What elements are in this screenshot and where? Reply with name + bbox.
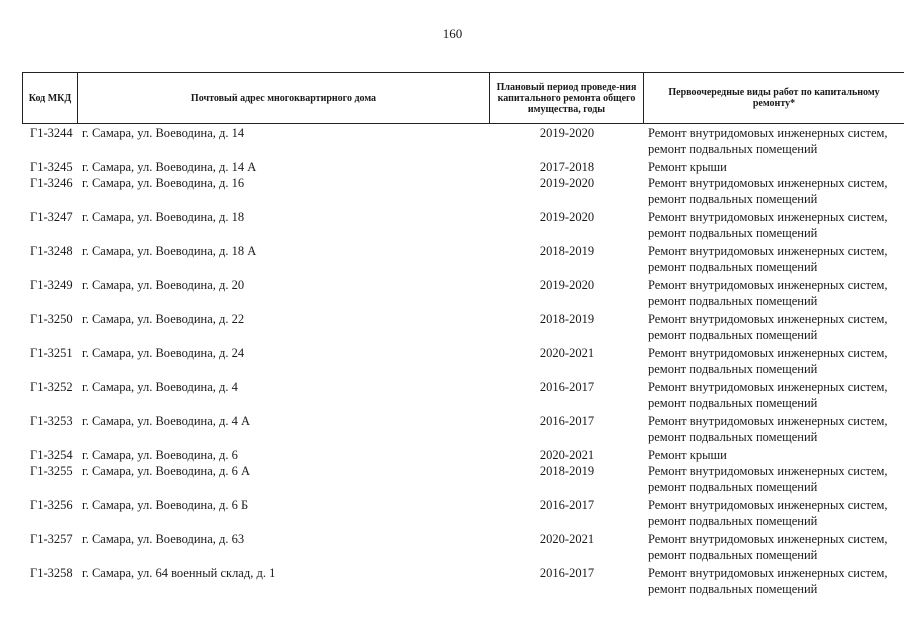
- cell-works: [644, 447, 904, 463]
- works-line: ремонт подвальных помещений: [648, 226, 818, 240]
- cell-period: 2016-2017: [539, 414, 595, 428]
- cell-code: Г1-3255: [30, 464, 73, 478]
- cell-period: 2020-2021: [539, 532, 595, 546]
- cell-period: 2019-2020: [539, 176, 595, 190]
- cell-address: г. Самара, ул. Воеводина, д. 4: [82, 380, 238, 394]
- works-line: ремонт подвальных помещений: [648, 582, 818, 596]
- cell-address: г. Самара, ул. Воеводина, д. 6: [82, 448, 238, 462]
- table-row: [22, 413, 904, 447]
- cell-works: [644, 565, 904, 599]
- cell-works: [644, 175, 904, 209]
- cell-address: г. Самара, ул. Воеводина, д. 63: [82, 532, 245, 546]
- cell-code: Г1-3252: [30, 380, 73, 394]
- table-row: [22, 243, 904, 277]
- cell-code: Г1-3248: [30, 244, 73, 258]
- cell-address: г. Самара, ул. 64 военный склад, д. 1: [82, 566, 276, 580]
- cell-code: Г1-3256: [30, 498, 73, 512]
- table-row: [22, 447, 904, 463]
- cell-period: 2016-2017: [539, 380, 595, 394]
- works-line: ремонт подвальных помещений: [648, 142, 818, 156]
- cell-address: г. Самара, ул. Воеводина, д. 14: [82, 126, 245, 140]
- works-line: Ремонт крыши: [648, 448, 727, 462]
- cell-period: 2018-2019: [539, 312, 595, 326]
- header-period: Плановый период проведе-ния капитального ремонта общего имущества, годы: [490, 73, 644, 123]
- cell-address: г. Самара, ул. Воеводина, д. 20: [82, 278, 245, 292]
- cell-address: г. Самара, ул. Воеводина, д. 6 А: [82, 464, 251, 478]
- cell-period: 2016-2017: [539, 566, 595, 580]
- table-row: [22, 379, 904, 413]
- works-line: ремонт подвальных помещений: [648, 328, 818, 342]
- cell-code: Г1-3246: [30, 176, 73, 190]
- cell-address: г. Самара, ул. Воеводина, д. 18: [82, 210, 245, 224]
- works-line: ремонт подвальных помещений: [648, 548, 818, 562]
- cell-period: 2019-2020: [539, 210, 595, 224]
- works-line: Ремонт внутридомовых инженерных систем,: [648, 126, 888, 140]
- cell-code: Г1-3257: [30, 532, 73, 546]
- cell-code: Г1-3258: [30, 566, 73, 580]
- table-row: [22, 497, 904, 531]
- cell-period: 2019-2020: [539, 126, 595, 140]
- cell-period: 2018-2019: [539, 464, 595, 478]
- works-line: Ремонт внутридомовых инженерных систем,: [648, 210, 888, 224]
- cell-works: [644, 463, 904, 497]
- works-line: Ремонт внутридомовых инженерных систем,: [648, 244, 888, 258]
- cell-period: 2019-2020: [539, 278, 595, 292]
- works-line: ремонт подвальных помещений: [648, 260, 818, 274]
- works-line: Ремонт крыши: [648, 160, 727, 174]
- cell-works: [644, 311, 904, 345]
- repair-table: [22, 72, 904, 599]
- works-line: ремонт подвальных помещений: [648, 480, 818, 494]
- cell-works: [644, 497, 904, 531]
- cell-address: г. Самара, ул. Воеводина, д. 16: [82, 176, 245, 190]
- page-number: 160: [442, 26, 463, 41]
- cell-code: Г1-3254: [30, 448, 73, 462]
- cell-works: [644, 531, 904, 565]
- table-row: [22, 345, 904, 379]
- cell-works: [644, 125, 904, 159]
- cell-code: Г1-3251: [30, 346, 73, 360]
- table-row: [22, 175, 904, 209]
- cell-works: [644, 379, 904, 413]
- works-line: Ремонт внутридомовых инженерных систем,: [648, 312, 888, 326]
- table-header: [22, 72, 904, 124]
- works-line: Ремонт внутридомовых инженерных систем,: [648, 532, 888, 546]
- cell-code: Г1-3245: [30, 160, 73, 174]
- works-line: ремонт подвальных помещений: [648, 396, 818, 410]
- works-line: ремонт подвальных помещений: [648, 362, 818, 376]
- cell-works: [644, 243, 904, 277]
- works-line: Ремонт внутридомовых инженерных систем,: [648, 566, 888, 580]
- header-address: Почтовый адрес многоквартирного дома: [78, 73, 490, 123]
- works-line: ремонт подвальных помещений: [648, 430, 818, 444]
- works-line: Ремонт внутридомовых инженерных систем,: [648, 346, 888, 360]
- works-line: Ремонт внутридомовых инженерных систем,: [648, 464, 888, 478]
- cell-code: Г1-3244: [30, 126, 73, 140]
- cell-address: г. Самара, ул. Воеводина, д. 4 А: [82, 414, 251, 428]
- cell-address: г. Самара, ул. Воеводина, д. 18 А: [82, 244, 257, 258]
- table-row: [22, 209, 904, 243]
- table-row: [22, 531, 904, 565]
- cell-address: г. Самара, ул. Воеводина, д. 14 А: [82, 160, 257, 174]
- table-row: [22, 277, 904, 311]
- cell-code: Г1-3249: [30, 278, 73, 292]
- cell-address: г. Самара, ул. Воеводина, д. 24: [82, 346, 245, 360]
- works-line: ремонт подвальных помещений: [648, 514, 818, 528]
- cell-works: [644, 159, 904, 175]
- header-works: Первоочередные виды работ по капитальному ремонту*: [668, 87, 880, 109]
- cell-works: [644, 209, 904, 243]
- cell-works: [644, 413, 904, 447]
- works-line: Ремонт внутридомовых инженерных систем,: [648, 278, 888, 292]
- cell-address: г. Самара, ул. Воеводина, д. 6 Б: [82, 498, 249, 512]
- works-line: Ремонт внутридомовых инженерных систем,: [648, 380, 888, 394]
- table-row: [22, 125, 904, 159]
- cell-works: [644, 345, 904, 379]
- table-row: [22, 463, 904, 497]
- table-row: [22, 159, 904, 175]
- works-line: ремонт подвальных помещений: [648, 192, 818, 206]
- cell-code: Г1-3253: [30, 414, 73, 428]
- works-line: Ремонт внутридомовых инженерных систем,: [648, 176, 888, 190]
- cell-period: 2016-2017: [539, 498, 595, 512]
- cell-period: 2017-2018: [539, 160, 595, 174]
- cell-period: 2020-2021: [539, 346, 595, 360]
- cell-period: 2020-2021: [539, 448, 595, 462]
- table-body: [22, 125, 904, 599]
- cell-code: Г1-3250: [30, 312, 73, 326]
- cell-address: г. Самара, ул. Воеводина, д. 22: [82, 312, 245, 326]
- header-code: Код МКД: [22, 73, 78, 123]
- cell-code: Г1-3247: [30, 210, 73, 224]
- works-line: ремонт подвальных помещений: [648, 294, 818, 308]
- cell-period: 2018-2019: [539, 244, 595, 258]
- cell-works: [644, 277, 904, 311]
- works-line: Ремонт внутридомовых инженерных систем,: [648, 498, 888, 512]
- works-line: Ремонт внутридомовых инженерных систем,: [648, 414, 888, 428]
- table-row: [22, 311, 904, 345]
- table-row: [22, 565, 904, 599]
